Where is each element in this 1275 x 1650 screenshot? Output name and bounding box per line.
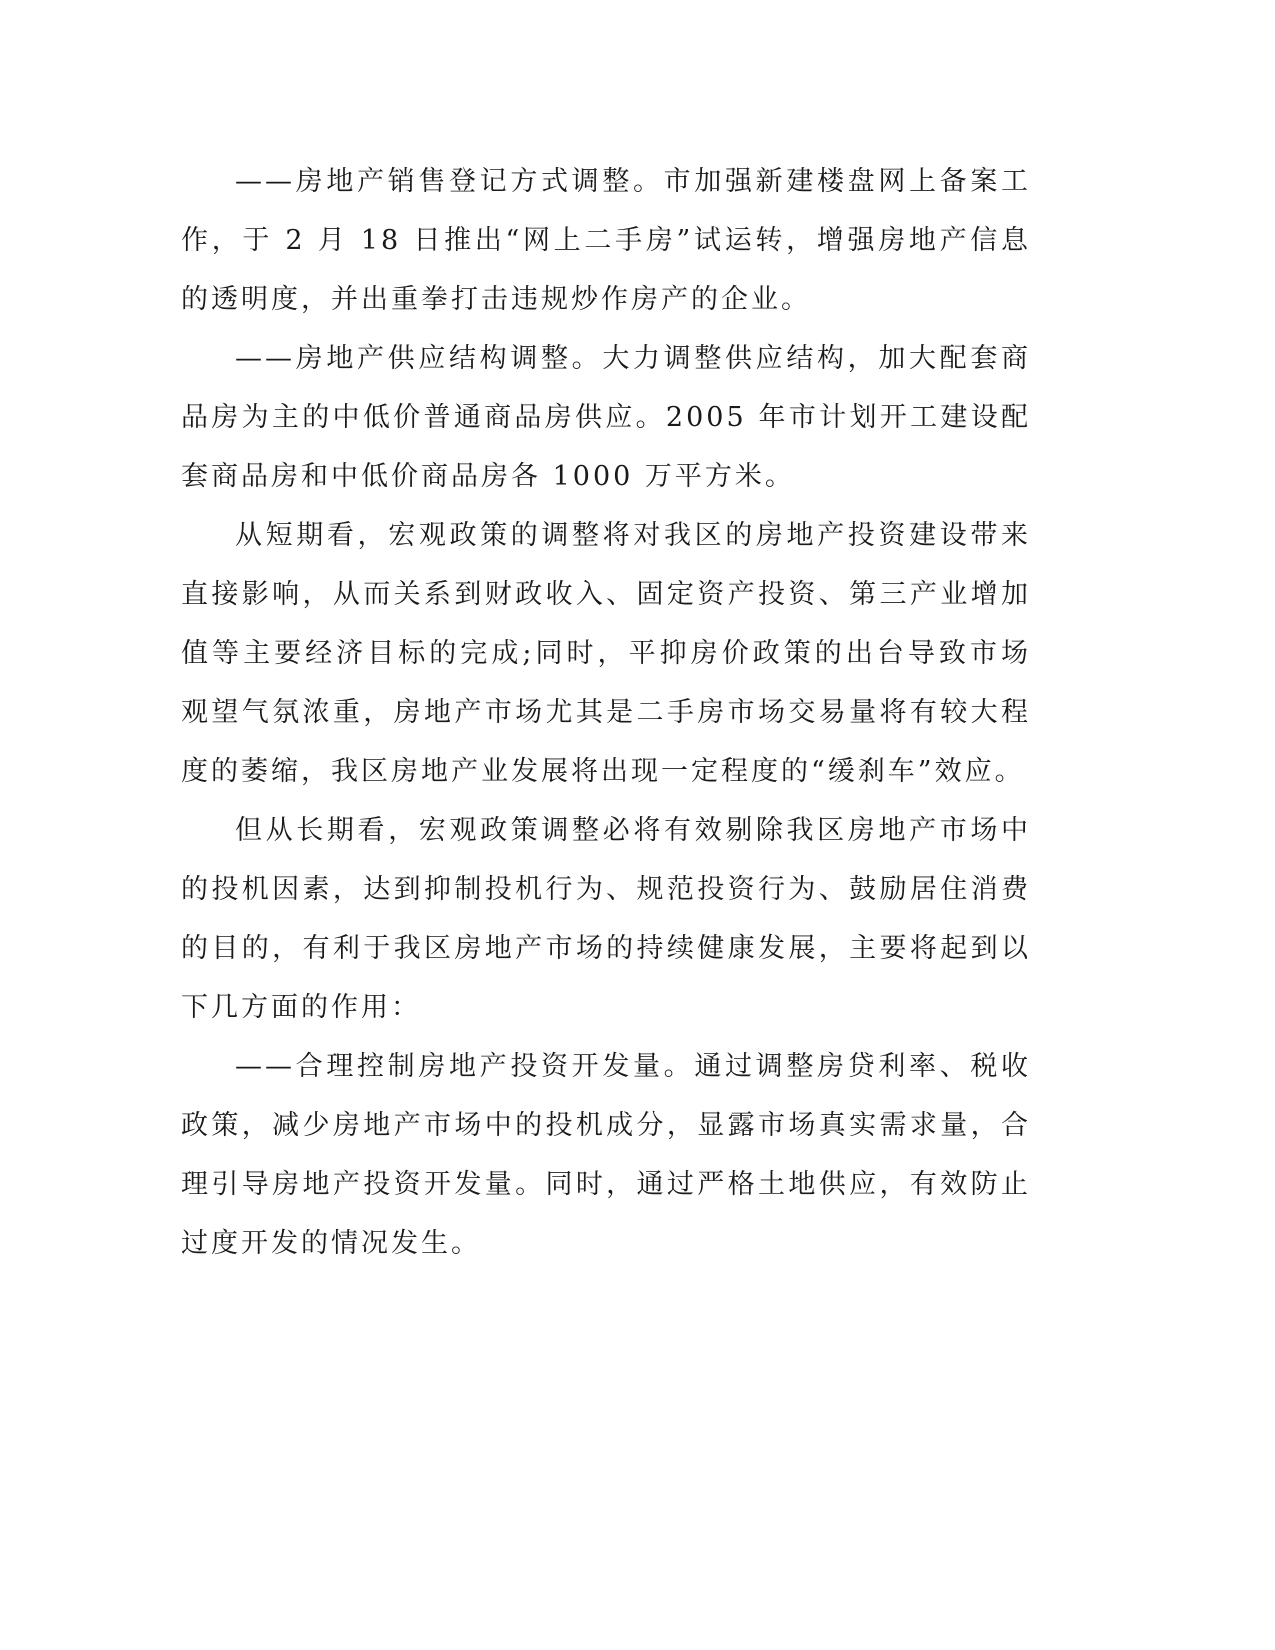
paragraph-supply-structure: ——房地产供应结构调整。大力调整供应结构，加大配套商品房为主的中低价普通商品房供应。2005 年市计划开工建设配套商品房和中低价商品房各 1000 万平方米。 [181, 343, 1031, 492]
paragraph-investment-control: ——合理控制房地产投资开发量。通过调整房贷利率、税收政策，减少房地产市场中的投机成分，显露市场真实需求量，合理引导房地产投资开发量。同时，通过严格土地供应，有效防止过度开发的情况发生。 [181, 1051, 1031, 1259]
document-body [181, 152, 1031, 1273]
paragraph-sales-registration: ——房地产销售登记方式调整。市加强新建楼盘网上备案工作，于 2 月 18 日推出“网上二手房”试运转，增强房地产信息的透明度，并出重拳打击违规炒作房产的企业。 [181, 166, 1031, 315]
paragraph-long-term-impact: 但从长期看，宏观政策调整必将有效剔除我区房地产市场中的投机因素，达到抑制投机行为、规范投资行为、鼓励居住消费的目的，有利于我区房地产市场的持续健康发展，主要将起到以下几方面的作用： [181, 815, 1031, 1023]
paragraph-short-term-impact: 从短期看，宏观政策的调整将对我区的房地产投资建设带来直接影响，从而关系到财政收入、固定资产投资、第三产业增加值等主要经济目标的完成;同时，平抑房价政策的出台导致市场观望气氛浓重，房地产市场尤其是二手房市场交易量将有较大程度的萎缩，我区房地产业发展将出现一定程度的“缓刹车”效应。 [181, 520, 1031, 787]
